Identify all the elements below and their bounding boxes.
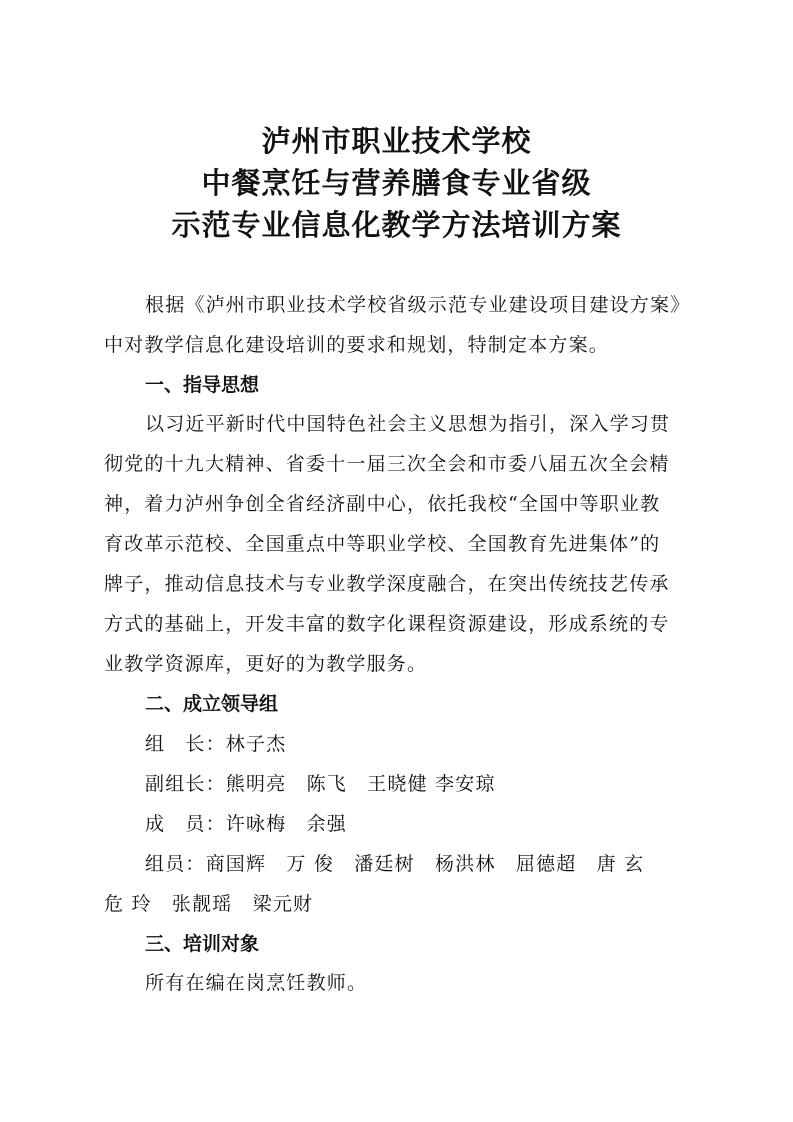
section-1-line-1: 以习近平新时代中国特色社会主义思想为指引，深入学习贯 — [145, 413, 671, 435]
intro-line-2: 中对教学信息化建设培训的要求和规划，特制定本方案。 — [104, 334, 610, 356]
members-a-line: 成 员：许咏梅 余强 — [145, 813, 348, 835]
section-1-line-4: 育改革示范校、全国重点中等职业学校、全国教育先进集体”的 — [104, 533, 661, 555]
title-line-3: 示范专业信息化教学方法培训方案 — [171, 208, 622, 242]
deputy-line: 副组长：熊明亮 陈飞 王晓健 李安琼 — [145, 773, 496, 795]
intro-line-1: 根据《泸州市职业技术学校省级示范专业建设项目建设方案》 — [145, 294, 691, 316]
section-1-line-6: 方式的基础上，开发丰富的数字化课程资源建设，形成系统的专 — [104, 613, 670, 635]
members-b-line-1: 组员：商国辉 万 俊 潘廷树 杨洪林 屈德超 唐 玄 — [145, 853, 645, 875]
section-1-line-2: 彻党的十九大精神、省委十一届三次全会和市委八届五次全会精 — [104, 453, 670, 475]
section-3-heading: 三、培训对象 — [145, 933, 260, 955]
section-1-line-5: 牌子，推动信息技术与专业教学深度融合，在突出传统技艺传承 — [104, 573, 670, 595]
section-1-heading: 一、指导思想 — [145, 374, 260, 396]
section-2-heading: 二、成立领导组 — [145, 693, 279, 715]
members-b-line-2: 危 玲 张靓瑶 梁元财 — [104, 893, 314, 915]
section-1-line-3: 神，着力泸州争创全省经济副中心，依托我校“全国中等职业教 — [104, 493, 661, 515]
section-1-line-7: 业教学资源库，更好的为教学服务。 — [104, 653, 428, 675]
section-3-text: 所有在编在岗烹饪教师。 — [145, 972, 368, 994]
leader-line: 组 长：林子杰 — [145, 733, 287, 755]
title-line-1: 泸州市职业技术学校 — [261, 124, 532, 158]
title-line-2: 中餐烹饪与营养膳食专业省级 — [201, 166, 592, 200]
